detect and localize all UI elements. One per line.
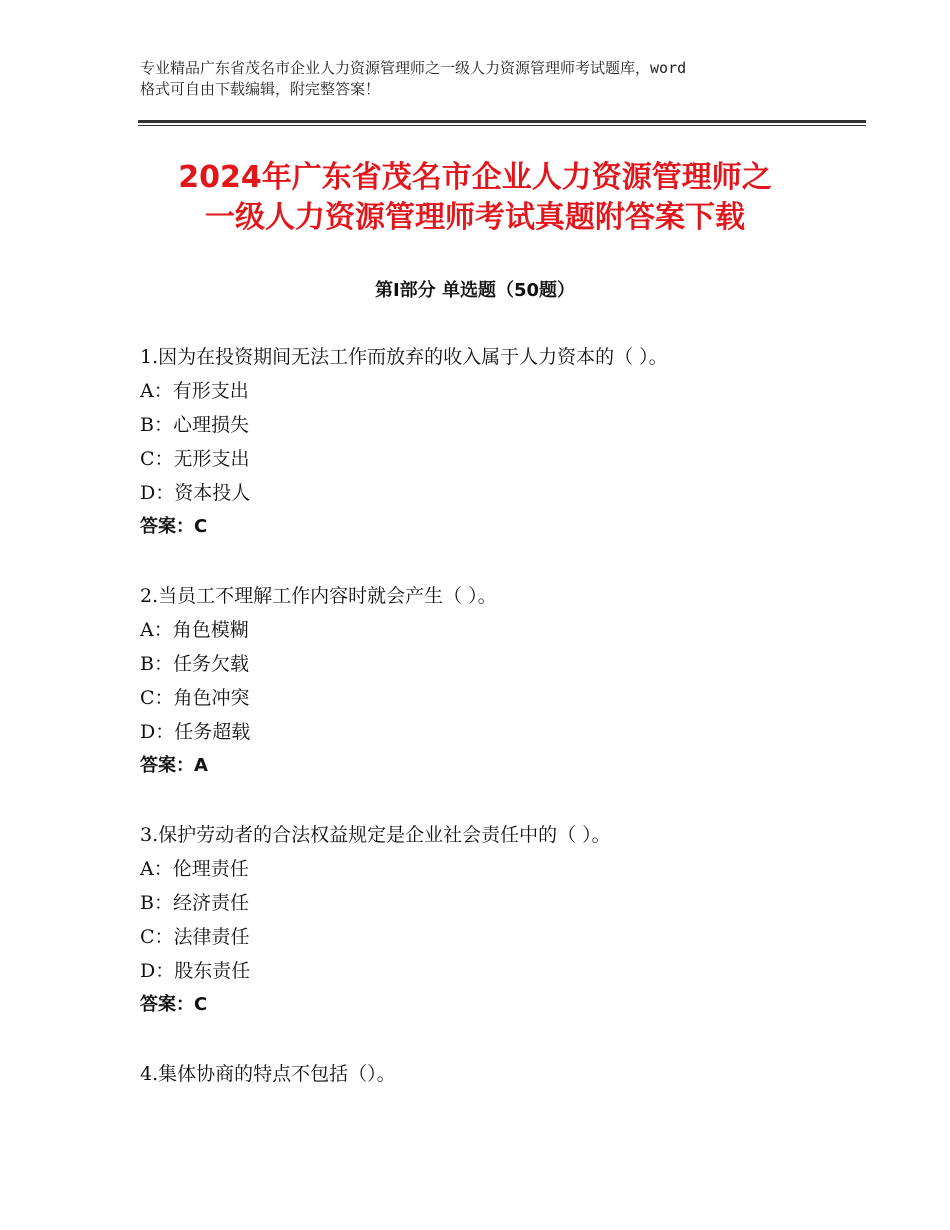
option-c: C：角色冲突 — [140, 687, 250, 709]
option-d: D：任务超载 — [140, 721, 251, 743]
option-a: A：伦理责任 — [140, 858, 249, 880]
document-title — [120, 158, 830, 238]
header-line-1: 专业精品广东省茂名市企业人力资源管理师之一级人力资源管理师考试题库，word — [140, 59, 687, 77]
option-d: D：股东责任 — [140, 960, 251, 982]
question-2 — [140, 579, 860, 783]
question-1 — [140, 340, 860, 544]
answer-label: 答案：C — [140, 516, 208, 537]
document-header — [140, 58, 830, 100]
answer-label: 答案：C — [140, 994, 208, 1015]
option-a: A：角色模糊 — [140, 619, 249, 641]
answer-label: 答案：A — [140, 755, 208, 776]
title-line-2: 一级人力资源管理师考试真题附答案下载 — [205, 200, 745, 235]
option-c: C：无形支出 — [140, 448, 250, 470]
header-divider-thin — [138, 125, 866, 126]
option-b: B：经济责任 — [140, 892, 249, 914]
header-line-2: 格式可自由下载编辑，附完整答案！ — [140, 80, 381, 98]
header-divider-thick — [138, 120, 866, 123]
question-text: 3.保护劳动者的合法权益规定是企业社会责任中的（ ）。 — [140, 824, 611, 846]
question-text: 1.因为在投资期间无法工作而放弃的收入属于人力资本的（ ）。 — [140, 346, 668, 368]
option-b: B：心理损失 — [140, 414, 249, 436]
option-d: D：资本投人 — [140, 482, 251, 504]
question-text: 4.集体协商的特点不包括（）。 — [140, 1063, 396, 1085]
question-3 — [140, 818, 860, 1022]
question-4 — [140, 1057, 860, 1091]
question-text: 2.当员工不理解工作内容时就会产生（ ）。 — [140, 585, 497, 607]
option-c: C：法律责任 — [140, 926, 250, 948]
option-b: B：任务欠载 — [140, 653, 249, 675]
title-line-1: 2024年广东省茂名市企业人力资源管理师之 — [178, 160, 772, 195]
option-a: A：有形支出 — [140, 380, 249, 402]
section-title: 第I部分 单选题（50题） — [374, 280, 575, 301]
